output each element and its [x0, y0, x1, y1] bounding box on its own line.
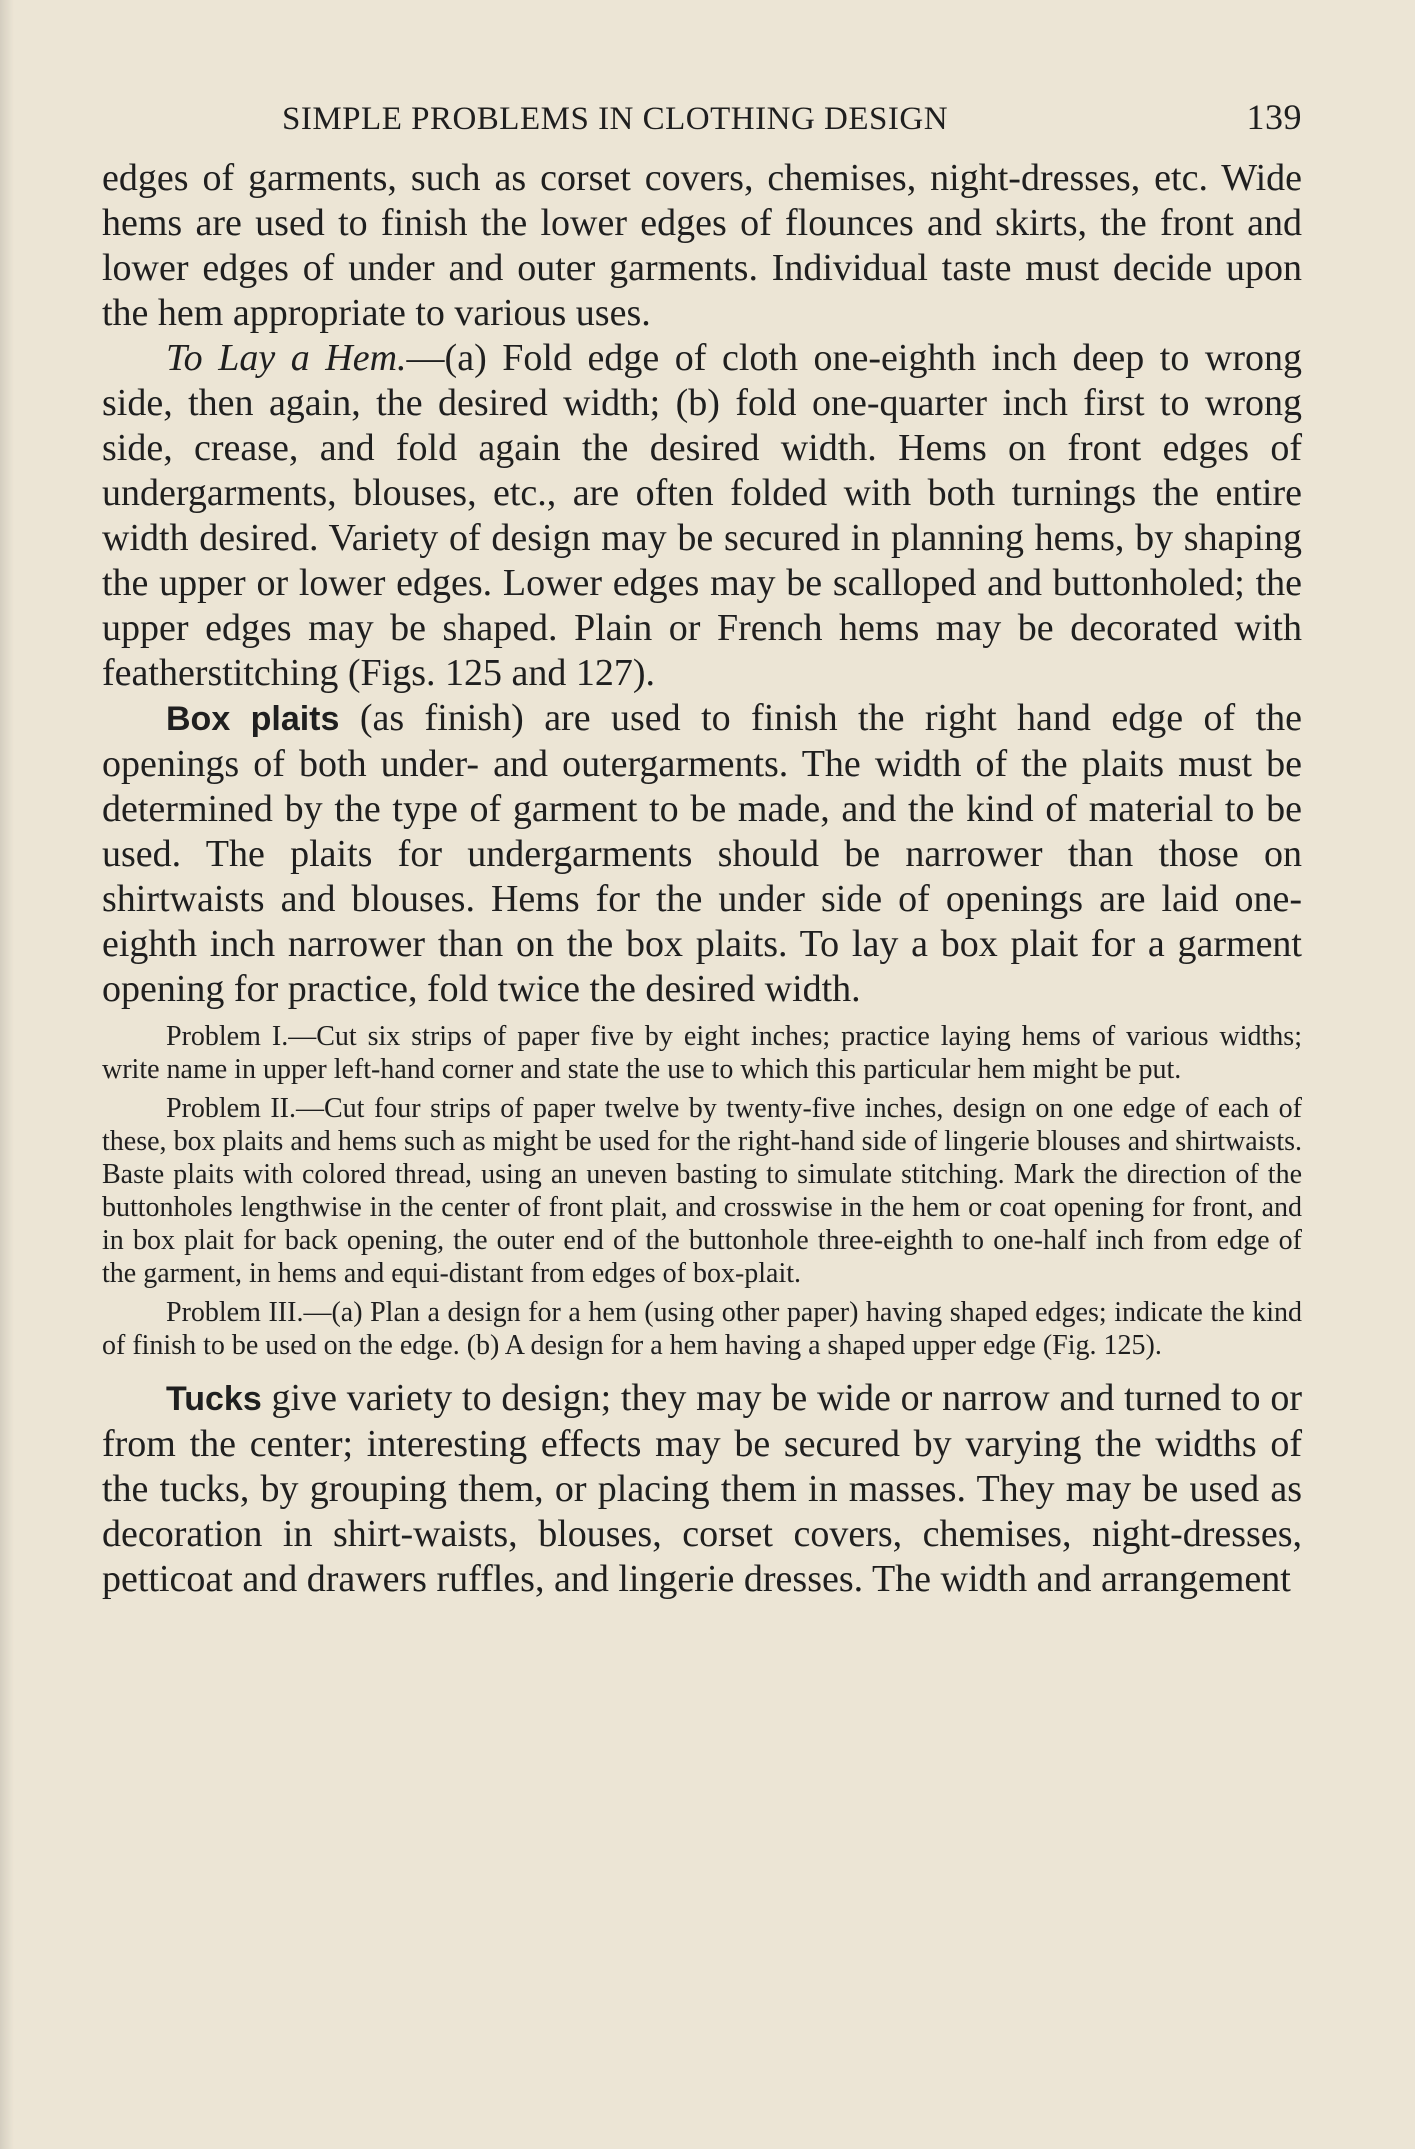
- paragraph-box-plaits: [102, 696, 1302, 1012]
- runin-heading-tucks: Tucks: [166, 1380, 262, 1418]
- page-number: 139: [1246, 97, 1302, 137]
- text-column: [102, 96, 1302, 1602]
- page-gutter-shadow: [0, 0, 14, 2149]
- runin-heading-lay-hem: To Lay a Hem.: [166, 337, 407, 379]
- problem-1: Problem I.—Cut six strips of paper five by eight inches; practice laying hems of various widths; write name in upper left-hand corner and state the use to which this particular hem might be put.: [102, 1021, 1302, 1085]
- paragraph-tucks-text: give variety to design; they may be wide or narrow and turned to or from the center; interesting effects may be secured by varying the widths of the tucks, by grouping them, or placing them in masses. They may be used as decoration in shirt-waists, blouses, corset covers, chemises, night-dresses, petticoat and drawers ruffles, and lingerie dresses. The width and arrangement: [102, 1377, 1302, 1600]
- runin-heading-box-plaits: Box plaits: [166, 700, 340, 738]
- paragraph-hem-uses: edges of garments, such as corset covers, chemises, night-dresses, etc. Wide hems are used to finish the lower edges of flounces and skirts, the front and lower edges of under and outer garments. Individual taste must decide upon the hem appropriate to various uses.: [102, 157, 1302, 334]
- paragraph-lay-hem-text: —(a) Fold edge of cloth one-eighth inch deep to wrong side, then again, the desired width; (b) fold one-quarter inch first to wrong side, crease, and fold again the desired width. Hems on front edges of undergarments, blouses, etc., are often folded with both turnings the entire width desired. Variety of design may be secured in planning hems, by shaping the upper or lower edges. Lower edges may be scalloped and buttonholed; the upper edges may be shaped. Plain or French hems may be decorated with featherstitching (Figs. 125 and 127).: [102, 337, 1303, 694]
- problem-2: Problem II.—Cut four strips of paper twelve by twenty-five inches, design on one edge of each of these, box plaits and hems such as might be used for the right-hand side of lingerie blouses and shirtwaists. Baste plaits with colored thread, using an uneven basting to simulate stitching. Mark the direction of the buttonholes lengthwise in the center of front plait, and crosswise in the hem or coat opening for front, and in box plait for back opening, the outer end of the buttonhole three-eighth to one-half inch from edge of the garment, in hems and equi-distant from edges of box-plait.: [102, 1093, 1302, 1289]
- running-head: [282, 96, 1302, 156]
- paragraph-lay-hem: [102, 336, 1302, 696]
- paragraph-tucks: [102, 1376, 1302, 1602]
- problem-3: Problem III.—(a) Plan a design for a hem (using other paper) having shaped edges; indicate the kind of finish to be used on the edge. (b) A design for a hem having a shaped upper edge (Fig. 125).: [102, 1297, 1302, 1361]
- paragraph-box-plaits-text: (as finish) are used to finish the right hand edge of the openings of both under- and outergarments. The width of the plaits must be determined by the type of garment to be made, and the kind of material to be used. The plaits for undergarments should be narrower than those on shirtwaists and blouses. Hems for the under side of openings are laid one-eighth inch narrower than on the box plaits. To lay a box plait for a garment opening for practice, fold twice the desired width.: [102, 697, 1303, 1010]
- running-head-title: SIMPLE PROBLEMS IN CLOTHING DESIGN: [282, 101, 949, 137]
